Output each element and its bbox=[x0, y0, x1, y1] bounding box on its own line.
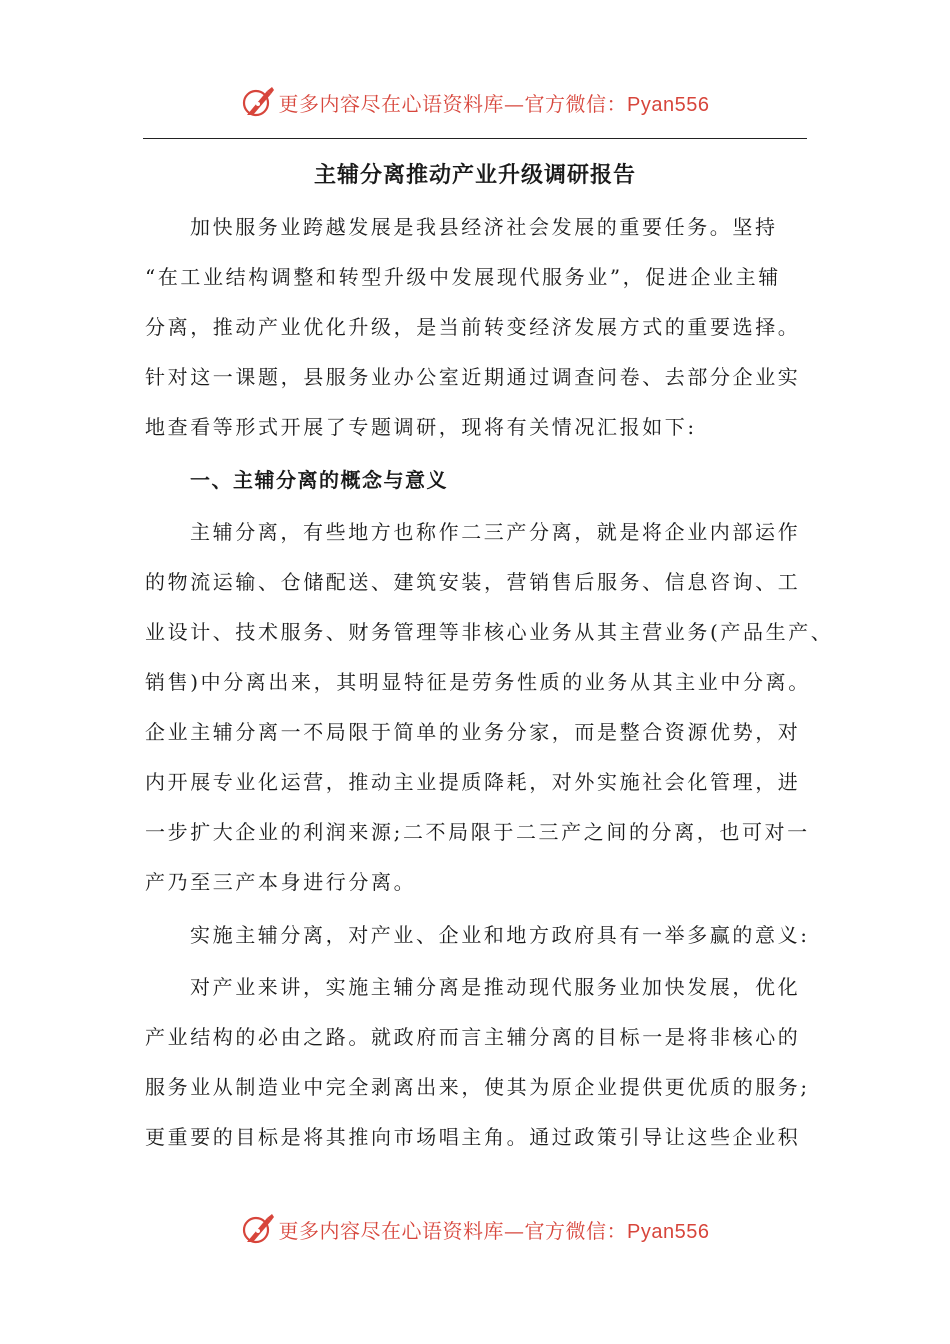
paragraph-line: 的物流运输、仓储配送、建筑安装，营销售后服务、信息咨询、工 bbox=[145, 570, 801, 594]
paragraph-line: 产业结构的必由之路。就政府而言主辅分离的目标一是将非核心的 bbox=[145, 1025, 801, 1049]
pen-nib-circle-icon bbox=[241, 85, 275, 119]
paragraph-line: 业设计、技术服务、财务管理等非核心业务从其主营业务(产品生产、 bbox=[145, 620, 834, 644]
footer-watermark bbox=[0, 1209, 950, 1249]
paragraph-line: 地查看等形式开展了专题调研，现将有关情况汇报如下: bbox=[145, 415, 697, 439]
paragraph-line: 实施主辅分离，对产业、企业和地方政府具有一举多赢的意义: bbox=[190, 923, 810, 947]
paragraph-line: “在工业结构调整和转型升级中发展现代服务业”，促进企业主辅 bbox=[145, 265, 781, 289]
paragraph-line: 对产业来讲，实施主辅分离是推动现代服务业加快发展，优化 bbox=[190, 975, 801, 999]
paragraph-line: 分离，推动产业优化升级，是当前转变经济发展方式的重要选择。 bbox=[145, 315, 801, 339]
watermark-text: 更多内容尽在心语资料库—官方微信：Pyan556 bbox=[278, 1218, 710, 1243]
watermark-handle: Pyan556 bbox=[627, 93, 710, 116]
paragraph-line: 加快服务业跨越发展是我县经济社会发展的重要任务。坚持 bbox=[190, 215, 778, 239]
paragraph-line: 销售)中分离出来，其明显特征是劳务性质的业务从其主业中分离。 bbox=[145, 670, 811, 694]
paragraph-line: 主辅分离，有些地方也称作二三产分离，就是将企业内部运作 bbox=[190, 520, 801, 544]
watermark-text: 更多内容尽在心语资料库—官方微信：Pyan556 bbox=[278, 91, 710, 116]
watermark-handle: Pyan556 bbox=[627, 1220, 710, 1243]
header-divider bbox=[143, 138, 807, 139]
header-watermark bbox=[0, 82, 950, 122]
paragraph-line: 一步扩大企业的利润来源;二不局限于二三产之间的分离，也可对一 bbox=[145, 820, 810, 844]
section-heading: 一、主辅分离的概念与意义 bbox=[190, 468, 448, 492]
paragraph-line: 针对这一课题，县服务业办公室近期通过调查问卷、去部分企业实 bbox=[145, 365, 801, 389]
paragraph-line: 更重要的目标是将其推向市场唱主角。通过政策引导让这些企业积 bbox=[145, 1125, 801, 1149]
paragraph-line: 内开展专业化运营，推动主业提质降耗，对外实施社会化管理，进 bbox=[145, 770, 801, 794]
pen-nib-circle-icon bbox=[241, 1212, 275, 1246]
paragraph-line: 企业主辅分离一不局限于简单的业务分家，而是整合资源优势，对 bbox=[145, 720, 801, 744]
document-title: 主辅分离推动产业升级调研报告 bbox=[313, 163, 636, 188]
paragraph-line: 产乃至三产本身进行分离。 bbox=[145, 870, 417, 894]
paragraph-line: 服务业从制造业中完全剥离出来，使其为原企业提供更优质的服务; bbox=[145, 1075, 810, 1099]
